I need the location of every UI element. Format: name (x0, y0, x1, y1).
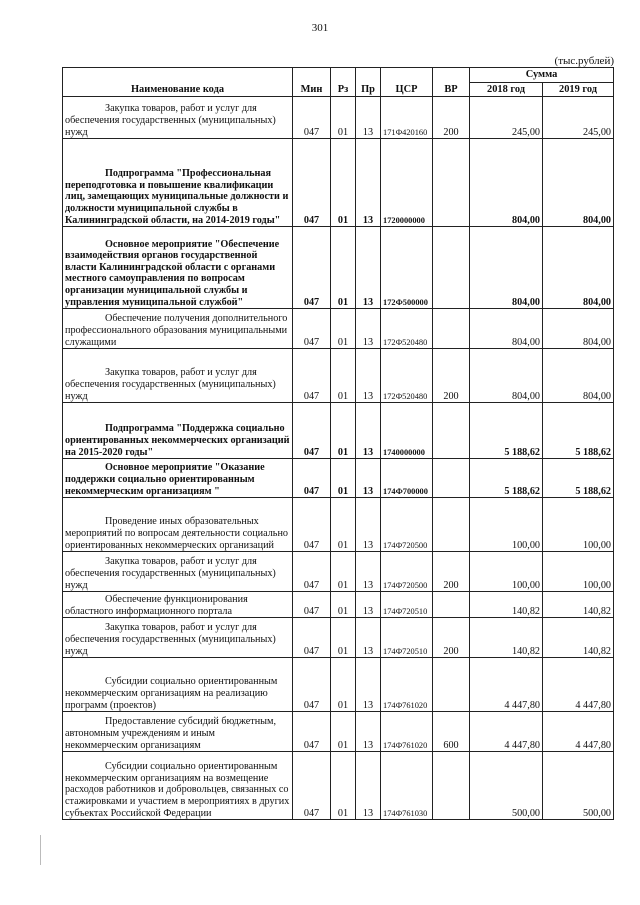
cell-min: 047 (293, 498, 331, 552)
row-label: Обеспечение получения дополнительного профессионального образования муниципальными служащими (65, 313, 288, 348)
cell-min: 047 (293, 712, 331, 752)
row-label: Подпрограмма "Поддержка социально ориентированных некоммерческих организаций на 2015-2020 годы" (65, 423, 290, 458)
cell-vr (433, 309, 470, 349)
cell-2019: 5 188,62 (543, 459, 614, 498)
cell-min: 047 (293, 349, 331, 403)
cell-pr: 13 (356, 498, 381, 552)
cell-rz: 01 (331, 309, 356, 349)
cell-vr: 200 (433, 349, 470, 403)
cell-2018: 245,00 (470, 97, 543, 139)
cell-vr (433, 403, 470, 459)
cell-vr (433, 658, 470, 712)
table-row (63, 498, 614, 552)
cell-name (63, 712, 293, 752)
table-row (63, 349, 614, 403)
cell-2018: 140,82 (470, 618, 543, 658)
header-vr: ВР (433, 68, 470, 97)
cell-rz: 01 (331, 459, 356, 498)
cell-pr: 13 (356, 309, 381, 349)
cell-2019: 804,00 (543, 227, 614, 309)
cell-csr: 174Ф761030 (381, 752, 433, 820)
cell-2019: 245,00 (543, 97, 614, 139)
cell-rz: 01 (331, 349, 356, 403)
cell-pr: 13 (356, 459, 381, 498)
cell-min: 047 (293, 459, 331, 498)
cell-min: 047 (293, 139, 331, 227)
table-row (63, 97, 614, 139)
cell-pr: 13 (356, 658, 381, 712)
cell-rz: 01 (331, 592, 356, 618)
cell-vr (433, 139, 470, 227)
cell-2018: 5 188,62 (470, 403, 543, 459)
cell-pr: 13 (356, 592, 381, 618)
cell-rz: 01 (331, 498, 356, 552)
header-name: Наименование кода (63, 68, 293, 97)
header-sum: Сумма (470, 68, 614, 83)
cell-csr: 171Ф420160 (381, 97, 433, 139)
cell-csr: 174Ф720500 (381, 498, 433, 552)
cell-2019: 804,00 (543, 309, 614, 349)
cell-name (63, 403, 293, 459)
cell-pr: 13 (356, 552, 381, 592)
cell-2018: 804,00 (470, 349, 543, 403)
row-label: Основное мероприятие "Оказание поддержки социально ориентированным некоммерческим организациям " (65, 462, 265, 497)
row-label: Основное мероприятие "Обеспечение взаимодействия органов государственной власти Калининградской области с органами местного самоуправления по вопросам организации муниципальной службы и управления муниципальной службой" (65, 238, 280, 308)
cell-name (63, 227, 293, 309)
header-min: Мин (293, 68, 331, 97)
cell-vr (433, 498, 470, 552)
cell-2019: 5 188,62 (543, 403, 614, 459)
cell-name (63, 349, 293, 403)
cell-name (63, 97, 293, 139)
row-label: Закупка товаров, работ и услуг для обеспечения государственных (муниципальных) нужд (65, 622, 276, 657)
cell-2019: 804,00 (543, 349, 614, 403)
cell-2018: 500,00 (470, 752, 543, 820)
cell-rz: 01 (331, 97, 356, 139)
table-row (63, 552, 614, 592)
header-pr: Пр (356, 68, 381, 97)
table-row (63, 403, 614, 459)
table-row (63, 752, 614, 820)
header-rz: Рз (331, 68, 356, 97)
cell-min: 047 (293, 618, 331, 658)
header-csr: ЦСР (381, 68, 433, 97)
cell-2019: 804,00 (543, 139, 614, 227)
row-label: Субсидии социально ориентированным некоммерческим организациям на реализацию программ (проектов) (65, 676, 278, 711)
scan-mark (40, 835, 41, 865)
cell-rz: 01 (331, 552, 356, 592)
cell-min: 047 (293, 309, 331, 349)
row-label: Закупка товаров, работ и услуг для обеспечения государственных (муниципальных) нужд (65, 556, 276, 591)
cell-2018: 100,00 (470, 552, 543, 592)
cell-vr: 600 (433, 712, 470, 752)
cell-rz: 01 (331, 752, 356, 820)
cell-rz: 01 (331, 227, 356, 309)
cell-2019: 100,00 (543, 552, 614, 592)
cell-min: 047 (293, 592, 331, 618)
table-row (63, 227, 614, 309)
row-label: Подпрограмма "Профессиональная переподготовка и повышение квалификации лиц, замещающих муниципальные должности и должности муниципальной службы в Калининградской области, на 2014-2019 годы" (65, 168, 289, 226)
cell-csr: 174Ф720510 (381, 592, 433, 618)
cell-vr (433, 459, 470, 498)
cell-2019: 140,82 (543, 592, 614, 618)
cell-name (63, 498, 293, 552)
row-label: Проведение иных образовательных мероприятий по вопросам деятельности социально ориентированных некоммерческих организаций (65, 516, 288, 551)
row-label: Субсидии социально ориентированным некоммерческим организациям на возмещение расходов работников и добровольцев, связанных со стажировками и участием в мероприятиях в других субъектах Российской Федерации (65, 761, 290, 819)
row-label: Закупка товаров, работ и услуг для обеспечения государственных (муниципальных) нужд (65, 103, 276, 138)
cell-csr: 1740000000 (381, 403, 433, 459)
table-row (63, 618, 614, 658)
cell-name (63, 459, 293, 498)
cell-name (63, 592, 293, 618)
cell-2018: 4 447,80 (470, 658, 543, 712)
cell-pr: 13 (356, 139, 381, 227)
cell-min: 047 (293, 552, 331, 592)
cell-min: 047 (293, 658, 331, 712)
cell-min: 047 (293, 97, 331, 139)
cell-2019: 140,82 (543, 618, 614, 658)
cell-pr: 13 (356, 349, 381, 403)
cell-name (63, 139, 293, 227)
table-row (63, 712, 614, 752)
cell-csr: 174Ф761020 (381, 712, 433, 752)
page-number: 301 (311, 22, 329, 34)
table-row (63, 309, 614, 349)
cell-2018: 5 188,62 (470, 459, 543, 498)
cell-rz: 01 (331, 618, 356, 658)
cell-name (63, 658, 293, 712)
cell-csr: 174Ф700000 (381, 459, 433, 498)
cell-vr: 200 (433, 618, 470, 658)
cell-2018: 140,82 (470, 592, 543, 618)
cell-vr: 200 (433, 97, 470, 139)
header-2019: 2019 год (543, 82, 614, 97)
cell-pr: 13 (356, 618, 381, 658)
cell-2018: 804,00 (470, 139, 543, 227)
cell-min: 047 (293, 227, 331, 309)
cell-vr (433, 752, 470, 820)
cell-name (63, 309, 293, 349)
cell-rz: 01 (331, 403, 356, 459)
header-2018: 2018 год (470, 82, 543, 97)
cell-csr: 174Ф761020 (381, 658, 433, 712)
cell-rz: 01 (331, 658, 356, 712)
cell-csr: 174Ф720510 (381, 618, 433, 658)
cell-pr: 13 (356, 97, 381, 139)
cell-csr: 174Ф720500 (381, 552, 433, 592)
budget-table (62, 67, 614, 820)
units-label: (тыс.рублей) (554, 55, 614, 67)
cell-2018: 804,00 (470, 227, 543, 309)
cell-vr: 200 (433, 552, 470, 592)
table-row (63, 139, 614, 227)
cell-pr: 13 (356, 752, 381, 820)
cell-name (63, 752, 293, 820)
cell-2018: 100,00 (470, 498, 543, 552)
cell-2019: 100,00 (543, 498, 614, 552)
cell-2018: 804,00 (470, 309, 543, 349)
cell-name (63, 618, 293, 658)
cell-2019: 500,00 (543, 752, 614, 820)
cell-pr: 13 (356, 227, 381, 309)
cell-min: 047 (293, 403, 331, 459)
cell-vr (433, 227, 470, 309)
cell-name (63, 552, 293, 592)
cell-rz: 01 (331, 712, 356, 752)
cell-csr: 1720000000 (381, 139, 433, 227)
cell-2019: 4 447,80 (543, 712, 614, 752)
cell-2018: 4 447,80 (470, 712, 543, 752)
row-label: Закупка товаров, работ и услуг для обеспечения государственных (муниципальных) нужд (65, 367, 276, 402)
table-row (63, 459, 614, 498)
cell-csr: 172Ф500000 (381, 227, 433, 309)
cell-rz: 01 (331, 139, 356, 227)
cell-pr: 13 (356, 712, 381, 752)
row-label: Обеспечение функционирования областного информационного портала (65, 594, 248, 617)
cell-2019: 4 447,80 (543, 658, 614, 712)
cell-min: 047 (293, 752, 331, 820)
table-row (63, 658, 614, 712)
table-row (63, 592, 614, 618)
cell-vr (433, 592, 470, 618)
row-label: Предоставление субсидий бюджетным, автономным учреждениям и иным некоммерческим организациям (65, 716, 277, 751)
cell-pr: 13 (356, 403, 381, 459)
cell-csr: 172Ф520480 (381, 309, 433, 349)
cell-csr: 172Ф520480 (381, 349, 433, 403)
